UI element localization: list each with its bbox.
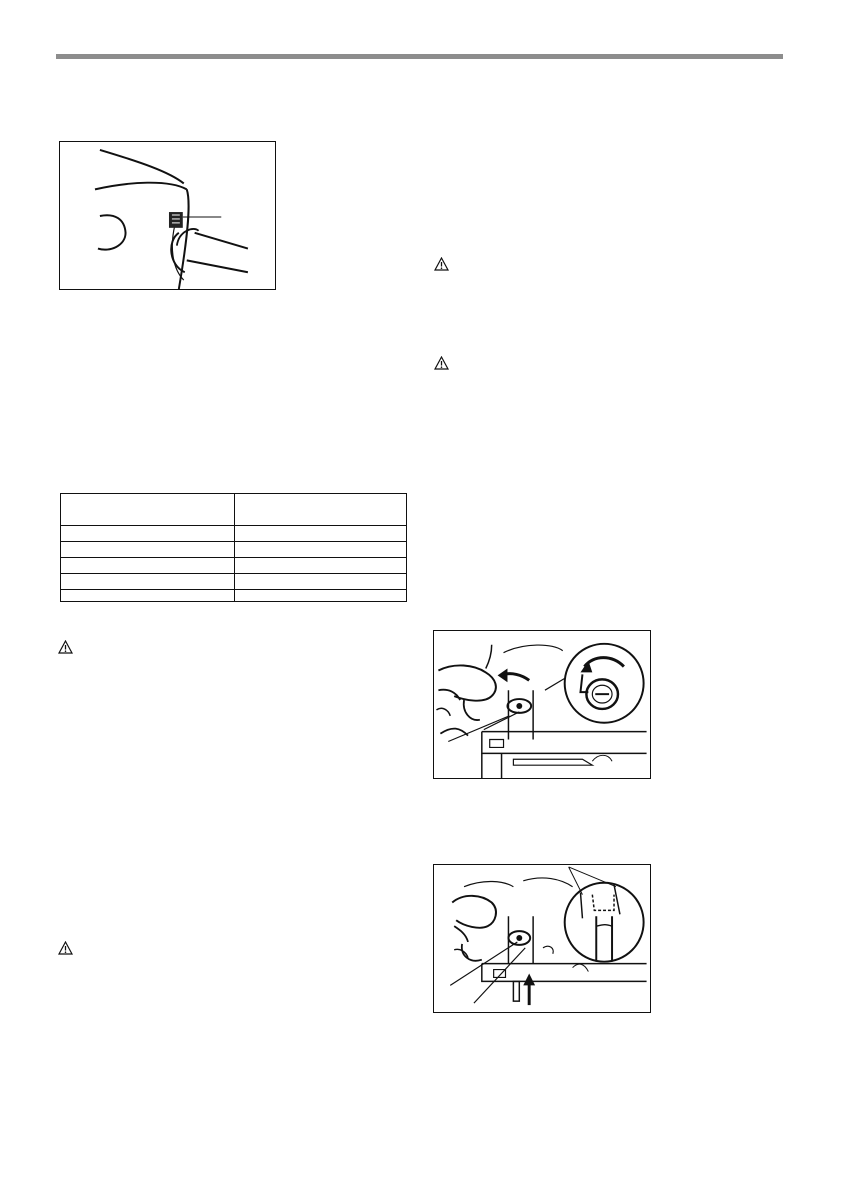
warning-triangle-icon [434,257,449,271]
warning-triangle-icon [434,356,449,370]
blade-removal-figure [433,630,651,779]
tool-switch-illustration [60,142,275,289]
table-row [60,526,407,542]
spec-table-header [60,493,407,526]
table-row [60,558,407,574]
blade-install-illustration [434,865,650,1012]
table-row [60,590,407,602]
blade-removal-illustration [434,631,650,778]
warning-triangle-icon [58,640,73,654]
header-rule [56,54,783,59]
warning-triangle-icon [58,941,73,955]
blade-install-figure [433,864,651,1013]
switch-figure [59,141,276,290]
table-row [60,542,407,558]
table-row [60,574,407,590]
